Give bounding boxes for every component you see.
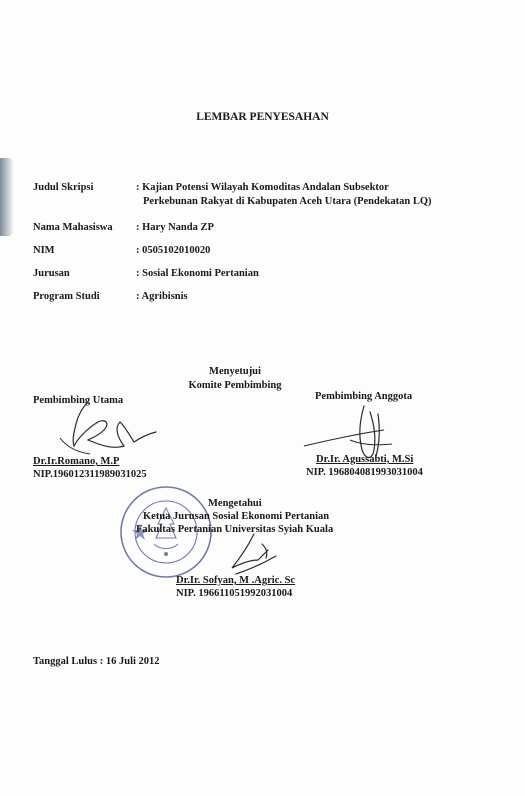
- field-label-nim: NIM: [33, 245, 55, 256]
- committee-heading: Komite Pembimbing: [188, 380, 282, 391]
- graduation-date: Tanggal Lulus : 16 Juli 2012: [33, 656, 160, 667]
- supervisor-main-nip: NIP.196012311989031025: [33, 469, 147, 480]
- head-nip: NIP. 196611051992031004: [176, 588, 293, 599]
- supervisor-main-signature-icon: [48, 398, 160, 458]
- head-position-line2: Fakultas Pertanian Universitas Syiah Kuala: [136, 524, 334, 535]
- head-name: Dr.Ir. Sofyan, M .Agric. Sc: [176, 575, 296, 586]
- field-label-jurusan: Jurusan: [33, 268, 70, 279]
- supervisor-member-nip: NIP. 196804081993031004: [306, 467, 423, 478]
- supervisor-main-role: Pembimbing Utama: [33, 395, 124, 406]
- field-value-judul-line1: : Kajian Potensi Wilayah Komoditas Andalan Subsektor: [136, 182, 389, 193]
- page-title: LEMBAR PENYESAHAN: [196, 111, 329, 123]
- scan-shadow-edge: [0, 158, 14, 236]
- field-value-judul-line2: Perkebunan Rakyat di Kabupaten Aceh Utara (Pendekatan LQ): [143, 196, 432, 207]
- field-value-nama: : Hary Nanda ZP: [136, 222, 214, 233]
- field-value-nim: : 0505102010020: [136, 245, 211, 256]
- field-label-nama: Nama Mahasiswa: [33, 222, 113, 233]
- supervisor-main-name: Dr.Ir.Romano, M.P: [33, 456, 120, 467]
- field-value-prodi: : Agribisnis: [136, 291, 188, 302]
- field-label-prodi: Program Studi: [33, 291, 100, 302]
- supervisor-member-role: Pembimbing Anggota: [315, 391, 413, 402]
- field-value-jurusan: : Sosial Ekonomi Pertanian: [136, 268, 259, 279]
- head-position-line1: Ketua Jurusan Sosial Ekonomi Pertanian: [143, 511, 330, 522]
- field-label-judul: Judul Skripsi: [33, 182, 94, 193]
- supervisor-member-name: Dr.Ir. Agussabti, M.Si: [316, 454, 414, 465]
- acknowledgement-heading: Mengetahui: [208, 498, 262, 509]
- approval-heading: Menyetujui: [209, 366, 261, 377]
